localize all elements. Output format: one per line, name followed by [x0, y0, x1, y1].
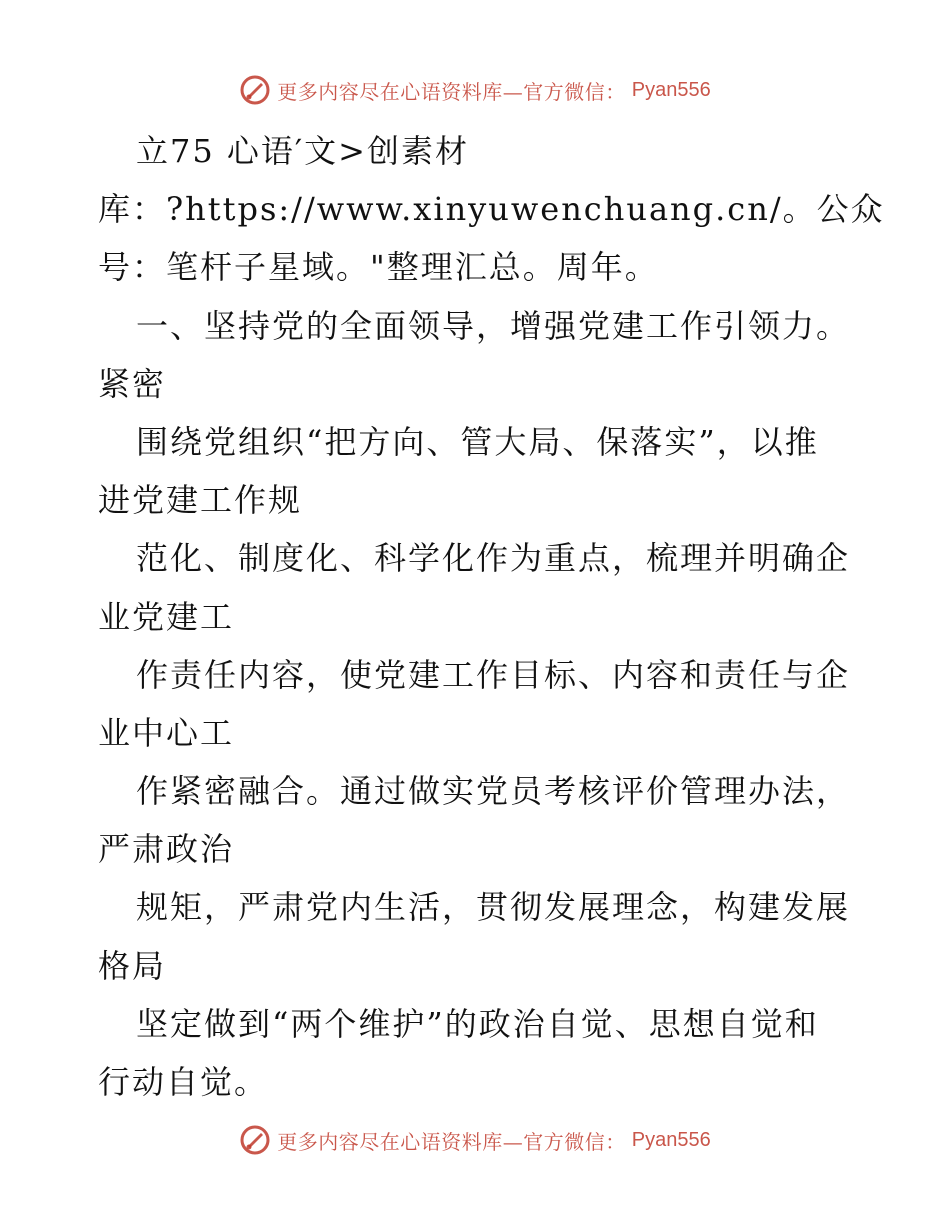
- body-line: 立75 心语′文>创素材: [136, 132, 469, 170]
- header-banner: [0, 70, 950, 110]
- footer-banner-account: Pyan556: [631, 1128, 711, 1151]
- body-line: 一、坚持党的全面领导，增强党建工作引领力。: [136, 306, 851, 345]
- document-body: [98, 122, 885, 1111]
- body-line: 紧密: [98, 364, 167, 403]
- brush-circle-logo-icon: [239, 74, 271, 106]
- body-line: 围绕党组织“把方向、管大局、保落实”，以推: [136, 422, 819, 461]
- body-line: 号：笔杆子星域。"整理汇总。周年。: [98, 248, 659, 287]
- body-line: 业党建工: [98, 597, 235, 636]
- footer-banner: [0, 1120, 950, 1160]
- brush-circle-logo-icon: [239, 1124, 271, 1156]
- body-line: 行动自觉。: [98, 1063, 269, 1101]
- body-line: 作责任内容，使党建工作目标、内容和责任与企: [136, 655, 851, 694]
- body-line: 作紧密融合。通过做实党员考核评价管理办法，: [136, 772, 851, 811]
- body-line: 范化、制度化、科学化作为重点，梳理并明确企: [136, 539, 851, 578]
- footer-banner-text: 更多内容尽在心语资料库—官方微信：: [277, 1129, 626, 1154]
- header-banner-account: Pyan556: [631, 78, 711, 101]
- header-banner-text: 更多内容尽在心语资料库—官方微信：: [277, 79, 626, 104]
- body-line: 规矩，严肃党内生活，贯彻发展理念，构建发展: [136, 888, 851, 927]
- body-line: 坚定做到“两个维护”的政治自觉、思想自觉和: [136, 1004, 819, 1043]
- body-line: 业中心工: [98, 713, 235, 752]
- body-line: 格局: [98, 946, 167, 985]
- body-line: 进党建工作规: [98, 481, 303, 520]
- body-line: 库：?https://www.xinyuwenchuang.cn/。公众: [98, 190, 885, 229]
- body-line: 严肃政治: [98, 830, 235, 869]
